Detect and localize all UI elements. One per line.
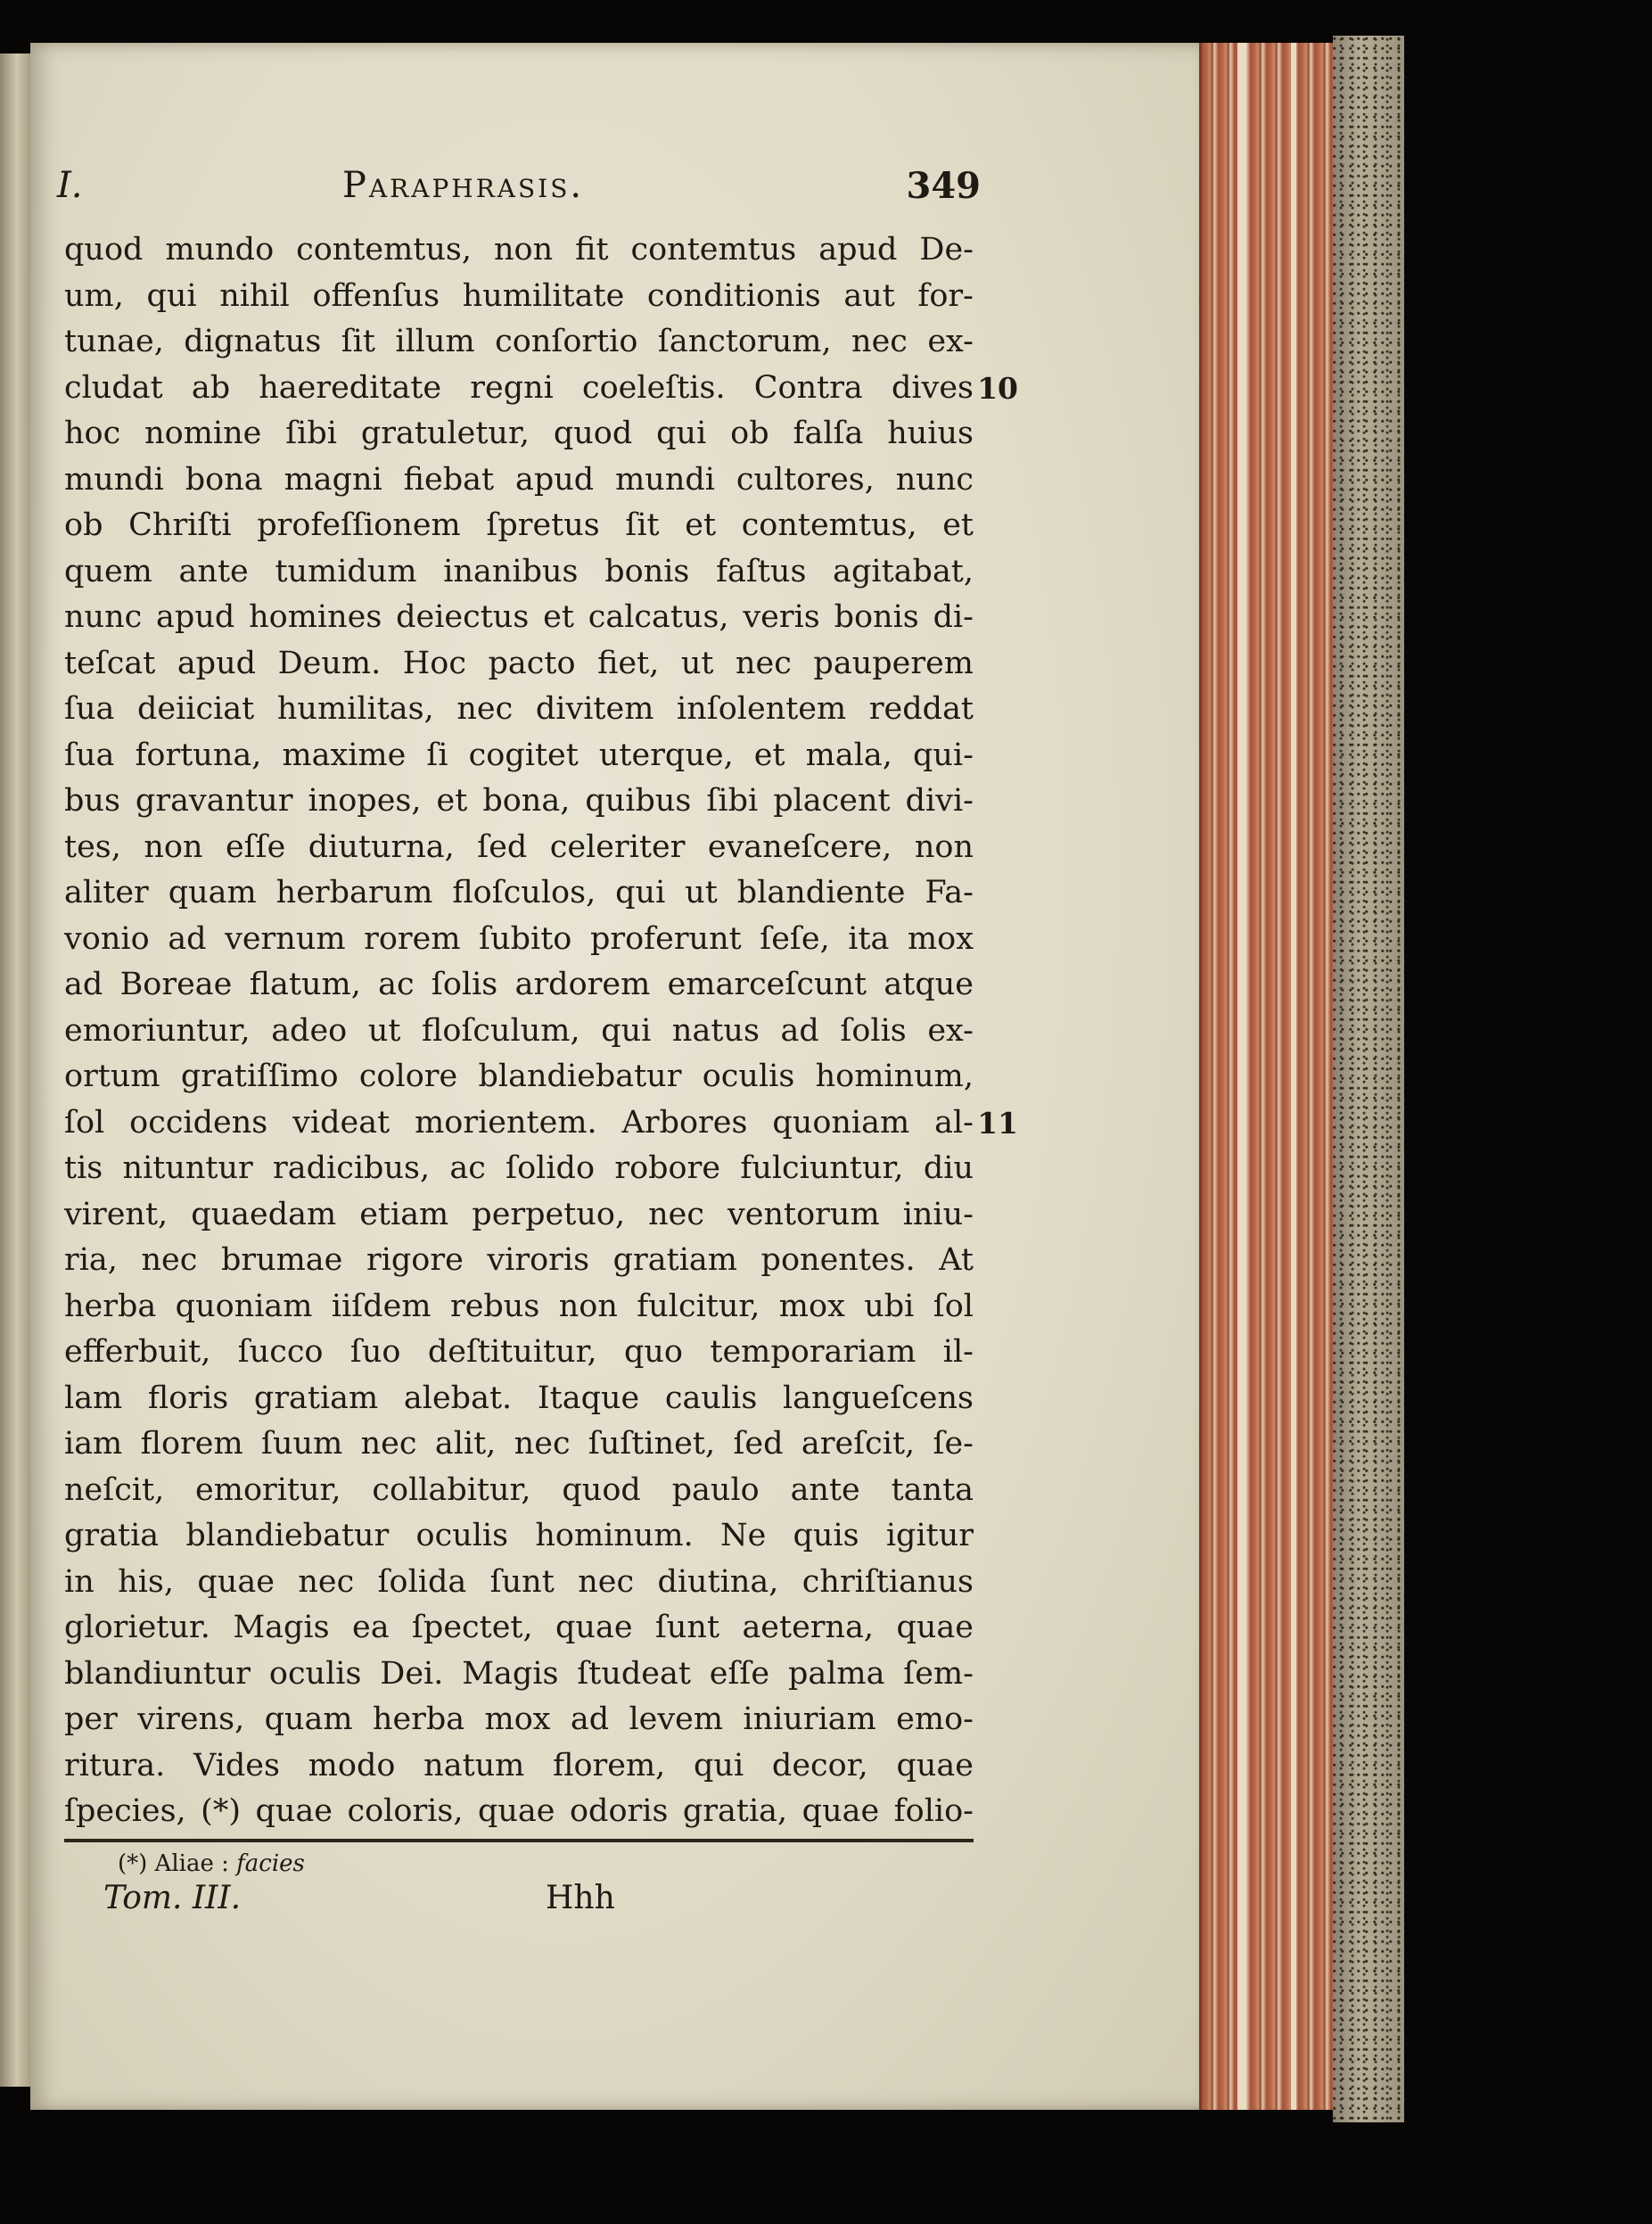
text-line: virent, quaedam etiam perpetuo, nec ventorum iniu- bbox=[64, 1196, 974, 1232]
text-line: um, qui nihil offenſus humilitate conditionis aut for- bbox=[64, 277, 974, 314]
body-text bbox=[64, 227, 1018, 1835]
text-line: blandiuntur oculis Dei. Magis ſtudeat eſſe palma ſem- bbox=[64, 1655, 974, 1692]
footnote-mark: (*) Aliae : bbox=[118, 1849, 229, 1877]
page-number: 349 bbox=[906, 165, 981, 207]
gathering-signature: Hhh bbox=[546, 1879, 615, 1916]
text-line: per virens, quam herba mox ad levem iniuriam emo- bbox=[64, 1701, 974, 1737]
text-line: nunc apud homines deiectus et calcatus, veris bonis di- bbox=[64, 599, 974, 635]
text-line: hoc nomine ſibi gratuletur, quod qui ob falſa huius bbox=[64, 416, 974, 451]
text-line: lam floris gratiam alebat. Itaque caulis langueſcens bbox=[64, 1380, 974, 1416]
text-line: in his, quae nec ſolida ſunt nec diutina, chriſtianus bbox=[64, 1563, 974, 1600]
text-line: mundi bona magni fiebat apud mundi cultores, nunc bbox=[64, 461, 974, 498]
text-line: emoriuntur, adeo ut floſculum, qui natus ad ſolis ex- bbox=[64, 1012, 974, 1049]
text-line: quem ante tumidum inanibus bonis faſtus agitabat, bbox=[64, 553, 974, 589]
verse-number: 11 bbox=[977, 1105, 1018, 1141]
page-edges bbox=[1199, 43, 1336, 2110]
text-line: vonio ad vernum rorem ſubito proferunt ſeſe, ita mox bbox=[64, 920, 974, 957]
chapter-number: I. bbox=[57, 165, 83, 206]
verse-number: 10 bbox=[977, 370, 1018, 406]
page-text bbox=[57, 165, 1018, 1930]
marbled-endpaper bbox=[1333, 36, 1404, 2122]
text-line: ſua deiiciat humilitas, nec divitem inſolentem reddat bbox=[64, 691, 974, 727]
text-line: ſua fortuna, maxime ſi cogitet uterque, et mala, qui- bbox=[64, 737, 974, 773]
running-title: Paraphrasis. bbox=[342, 165, 585, 206]
text-line: glorietur. Magis ea ſpectet, quae ſunt aeterna, quae bbox=[64, 1610, 974, 1645]
text-line: bus gravantur inopes, et bona, quibus ſibi placent divi- bbox=[64, 783, 974, 819]
text-line: tis nituntur radicibus, ac ſolido robore fulciuntur, diu bbox=[64, 1150, 974, 1186]
text-line: neſcit, emoritur, collabitur, quod paulo ante tanta bbox=[64, 1471, 974, 1508]
text-line: iam florem ſuum nec alit, nec ſuſtinet, ſed areſcit, ſe- bbox=[64, 1426, 974, 1462]
volume-label: Tom. III. bbox=[103, 1879, 242, 1916]
text-line: ortum gratiſſimo colore blandiebatur oculis hominum, bbox=[64, 1058, 974, 1094]
running-head bbox=[57, 165, 981, 227]
footnote-text: facies bbox=[236, 1849, 305, 1877]
text-line: ob Chriſti profeſſionem ſpretus ſit et contemtus, et bbox=[64, 507, 974, 543]
footnote-rule bbox=[64, 1839, 974, 1842]
text-line: ad Boreae flatum, ac ſolis ardorem emarceſcunt atque bbox=[64, 967, 974, 1002]
text-line: herba quoniam iiſdem rebus non fulcitur, mox ubi ſol bbox=[64, 1288, 974, 1324]
text-line: ſol occidens videat morientem. Arbores quoniam al- 11 bbox=[64, 1100, 974, 1147]
previous-page-edge bbox=[0, 54, 32, 2087]
page-edge-highlight bbox=[1237, 43, 1246, 2110]
text-line: teſcat apud Deum. Hoc pacto fiet, ut nec pauperem bbox=[64, 645, 974, 681]
footnote bbox=[118, 1848, 974, 1880]
text-line: ſpecies, (*) quae coloris, quae odoris gratia, quae folio- bbox=[64, 1793, 974, 1829]
text-line: efferbuit, ſucco ſuo deſtituitur, quo temporariam il- bbox=[64, 1334, 974, 1370]
text-line: aliter quam herbarum floſculos, qui ut blandiente Fa- bbox=[64, 875, 974, 910]
text-line: tes, non eſſe diuturna, ſed celeriter evaneſcere, non bbox=[64, 828, 974, 865]
text-line: tunae, dignatus ſit illum conſortio ſanctorum, nec ex- bbox=[64, 324, 974, 359]
text-line: quod mundo contemtus, non fit contemtus apud De- bbox=[64, 232, 974, 268]
text-line: cludat ab haereditate regni coeleſtis. Contra dives 10 bbox=[64, 366, 974, 412]
page-edge-highlight bbox=[1291, 43, 1296, 2110]
text-line: ritura. Vides modo natum florem, qui decor, quae bbox=[64, 1747, 974, 1783]
signature-line bbox=[64, 1880, 974, 1930]
text-line: gratia blandiebatur oculis hominum. Ne quis igitur bbox=[64, 1518, 974, 1553]
text-line: ria, nec brumae rigore viroris gratiam ponentes. At bbox=[64, 1242, 974, 1278]
